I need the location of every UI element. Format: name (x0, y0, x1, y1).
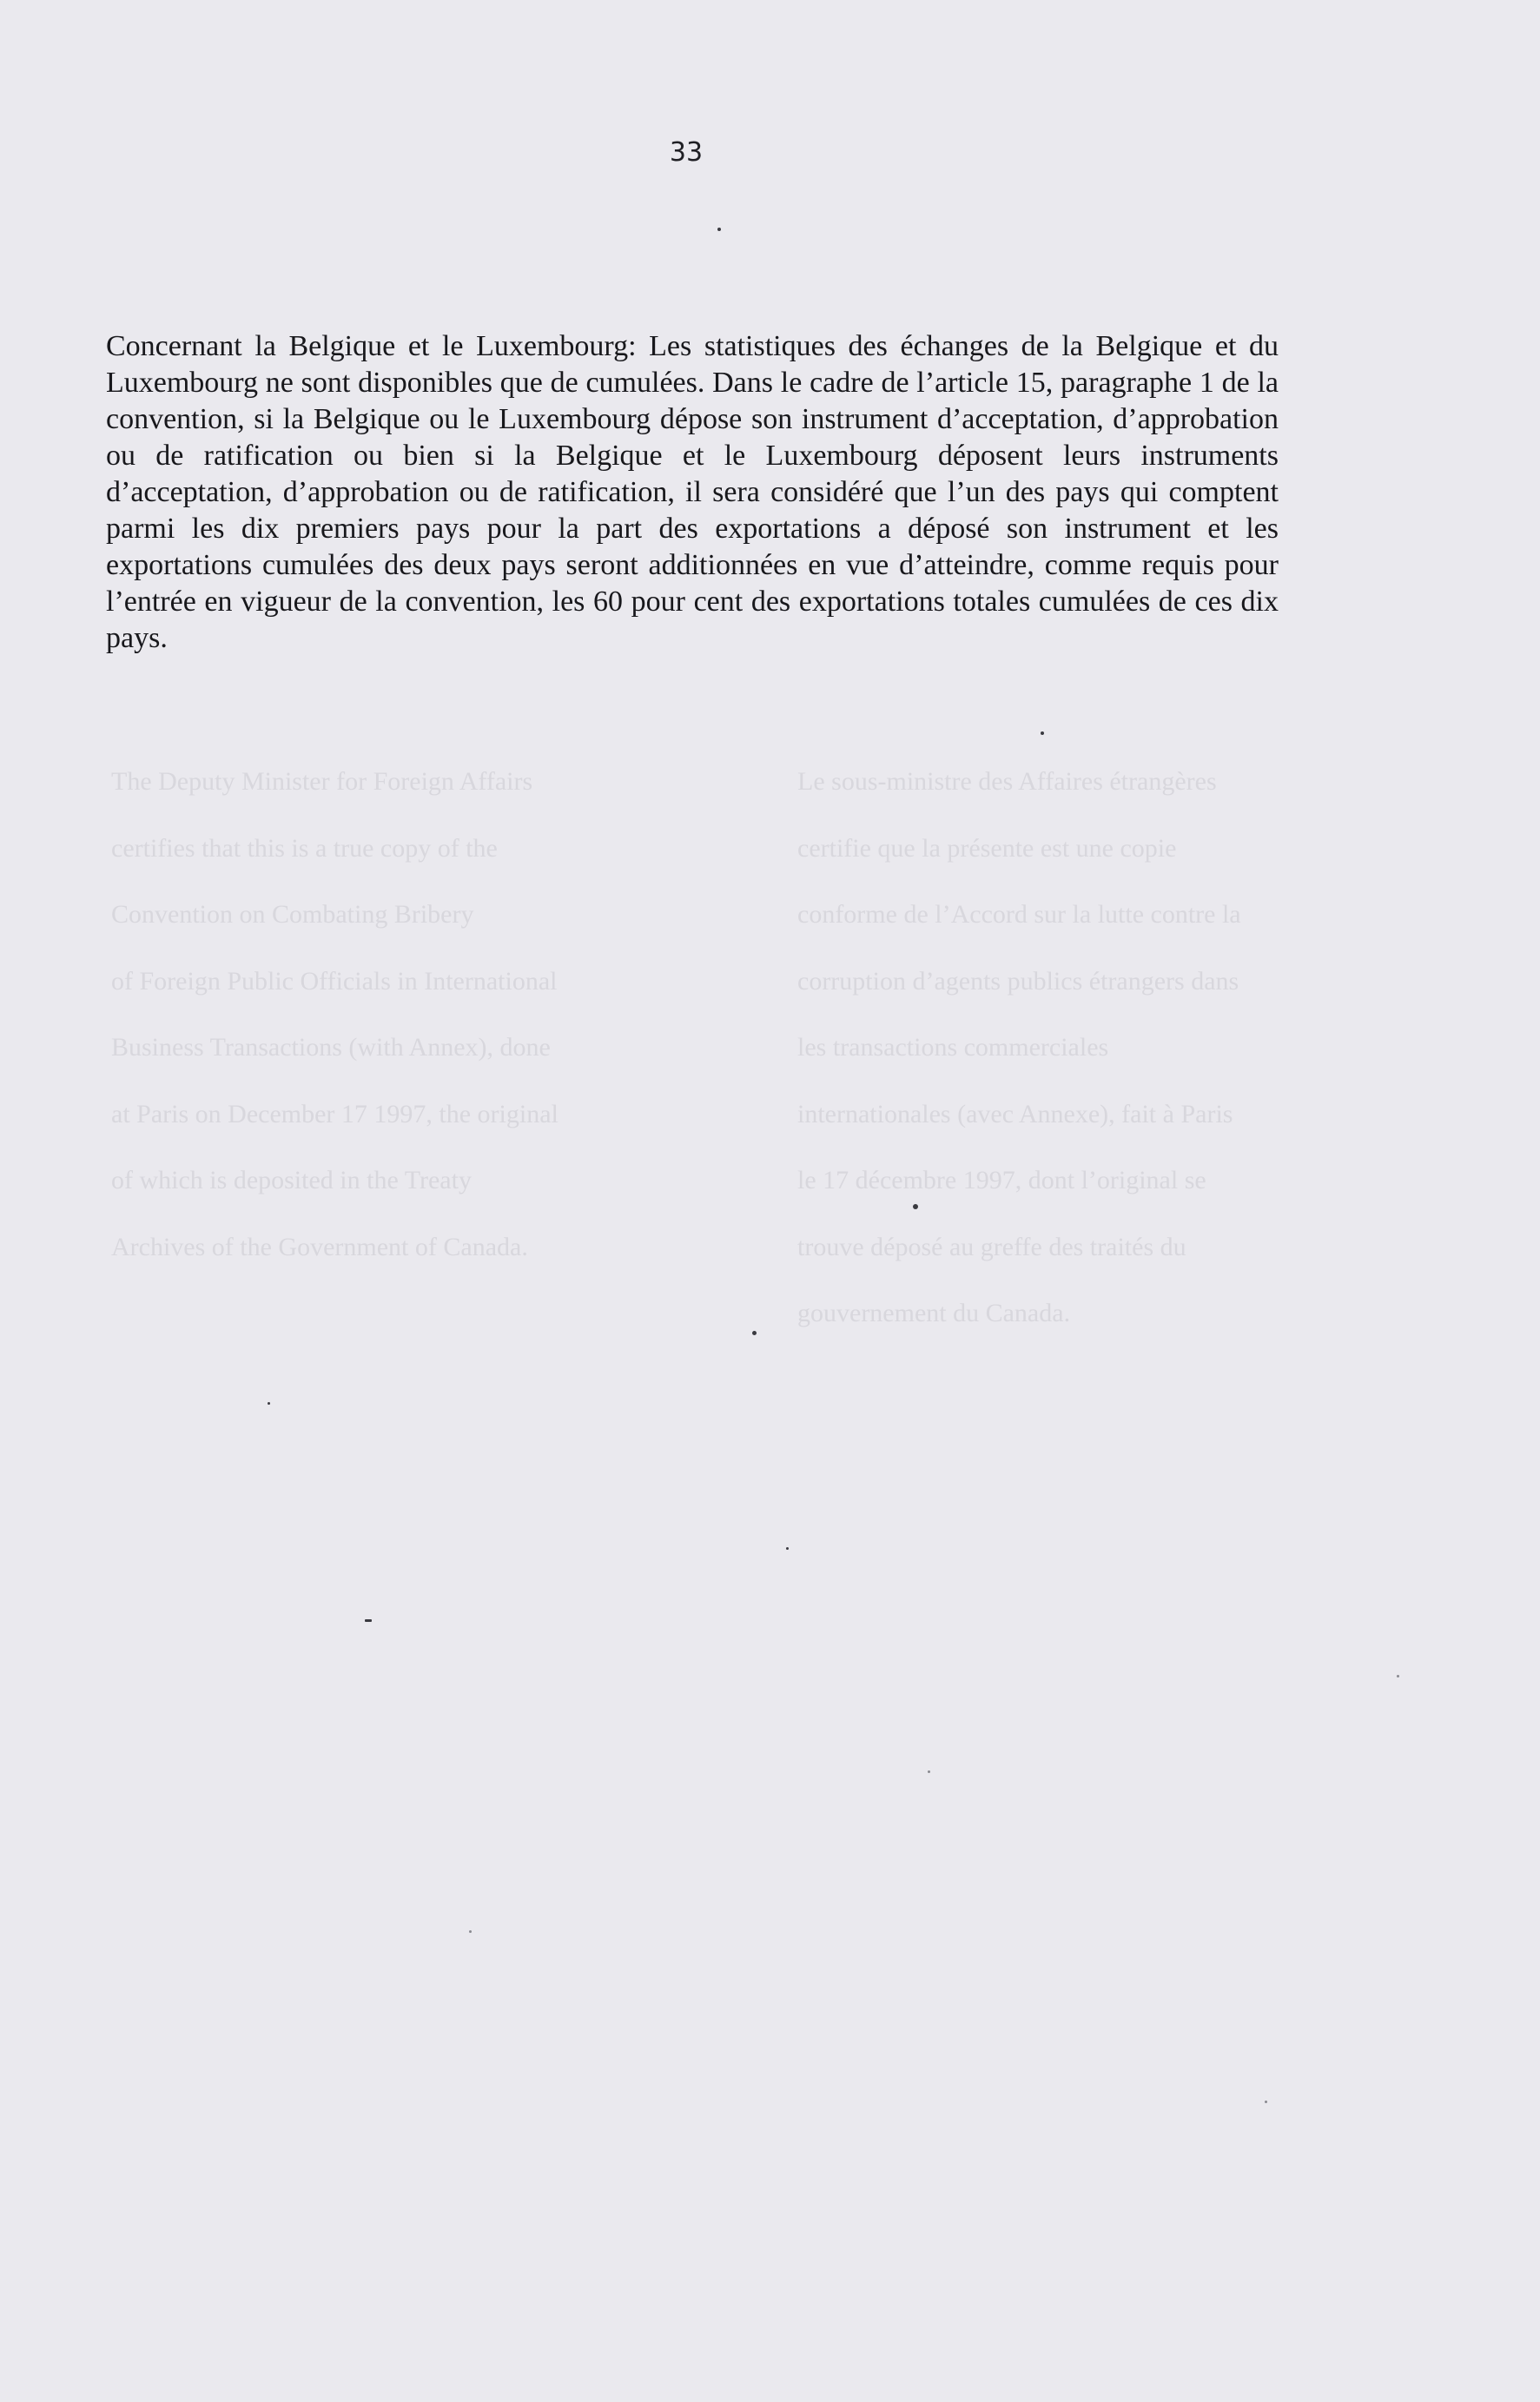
scan-speck (1265, 2101, 1267, 2103)
scan-speck (1041, 731, 1044, 735)
scan-speck (752, 1331, 757, 1335)
scan-speck (1397, 1675, 1399, 1677)
scan-speck (717, 228, 721, 231)
scan-speck (913, 1204, 918, 1209)
scan-speck (469, 1930, 472, 1933)
show-through-text-left: The Deputy Minister for Foreign Affairs certifies that this is a true copy of the Convention on Combating Bribery of Foreign Public Officials in International Business Transactions (with Annex), done at Paris on December 17 1997, the original of which is deposited in the Treaty Archives of the Government of Canada. (111, 767, 558, 1261)
body-paragraph: Concernant la Belgique et le Luxembourg: Les statistiques des échanges de la Belgique et du Luxembourg ne sont disponibles que de cumulées. Dans le cadre de l’article 15, paragraphe 1 de la convention, si la Belgique ou le Luxembourg dépose son instrument d’acceptation, d’approbation ou de ratification ou bien si la Belgique et le Luxembourg déposent leurs instruments d’acceptation, d’approbation ou de ratification, il sera considéré que l’un des pays qui comptent parmi les dix premiers pays pour la part des exportations a déposé son instrument et les exportations cumulées des deux pays seront additionnées en vue d’atteindre, comme requis pour l’entrée en vigueur de la convention, les 60 pour cent des exportations totales cumulées de ces dix pays. (106, 330, 1279, 654)
scan-speck (268, 1402, 270, 1405)
scan-speck (928, 1770, 930, 1773)
page-number: 33 (669, 137, 704, 168)
scan-speck (786, 1547, 789, 1550)
show-through-text-right: Le sous-ministre des Affaires étrangères certifie que la présente est une copie conforme de l’Accord sur la lutte contre la corruption d’agents publics étrangers dans les transactions commerciales internationales (avec Annexe), fait à Paris le 17 décembre 1997, dont l’original se trouve déposé au greffe des traités du gouvernement du Canada. (797, 767, 1241, 1327)
scan-speck (365, 1619, 372, 1622)
